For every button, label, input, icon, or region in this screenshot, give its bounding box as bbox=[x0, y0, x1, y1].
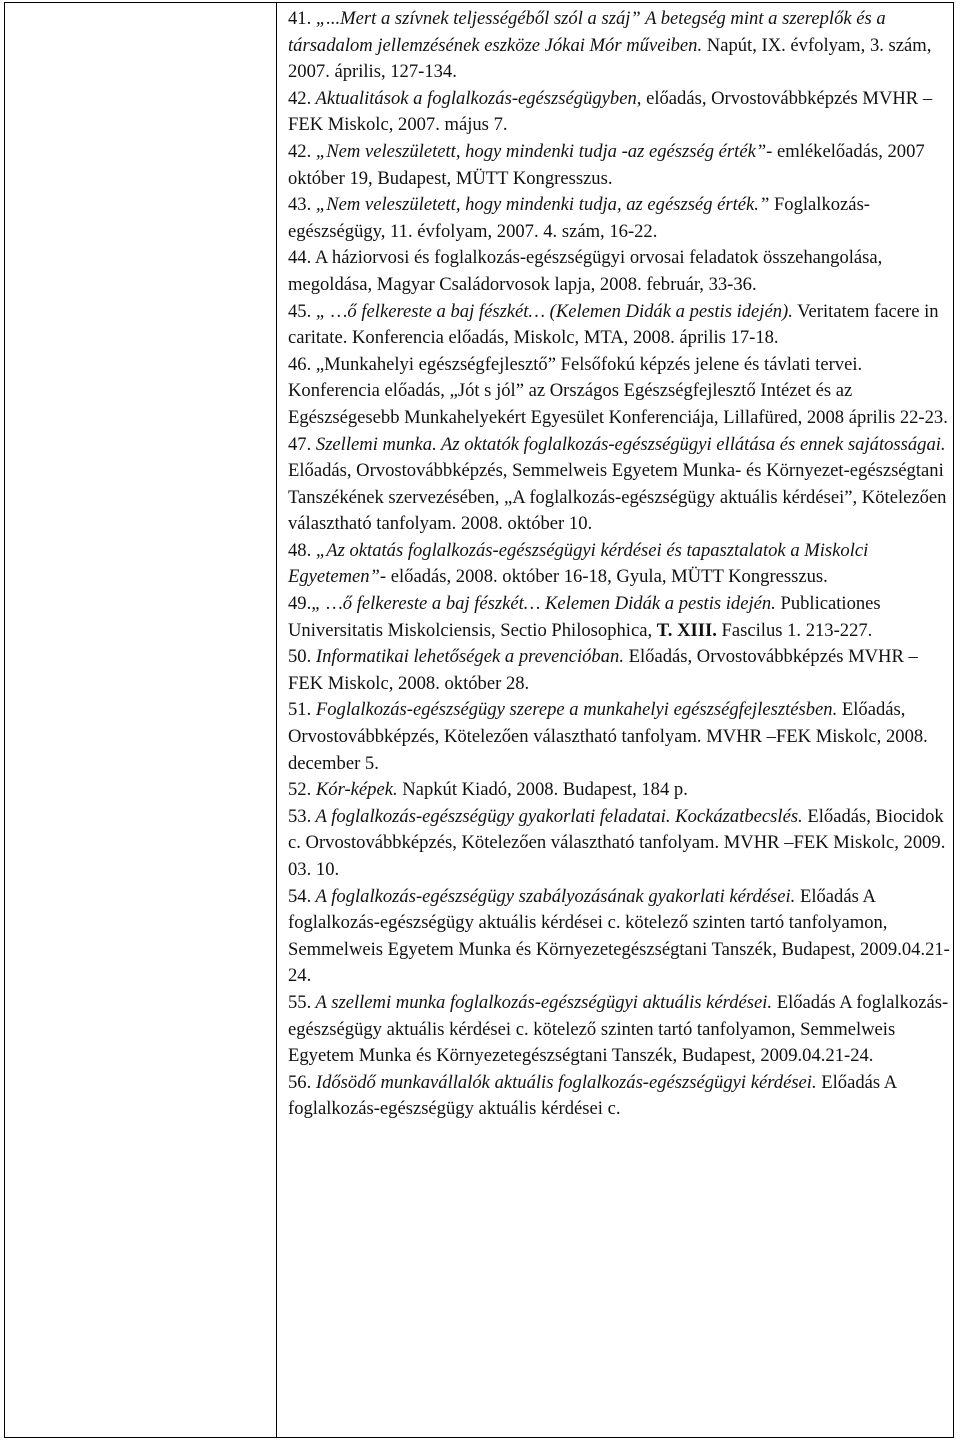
entry-text: Publicationes Universitatis Miskolciensis, Sectio Philosophica, bbox=[288, 593, 881, 641]
entry-text: Szellemi munka. Az oktatók foglalkozás-egészségügyi ellátása és ennek sajátosságai. bbox=[311, 433, 946, 455]
entry-text: A háziorvosi és foglalkozás-egészségügyi orvosai feladatok összehangolása, megoldása, Magyar Családorvosok lapja, 2008. február, 33-36. bbox=[288, 247, 883, 295]
entry-text: T. XIII. bbox=[656, 619, 717, 641]
entry-number: 42. bbox=[288, 140, 312, 162]
entry-text: „Nem veleszületett, hogy mindenki tudja, az egészség érték.” bbox=[311, 194, 770, 216]
entry-number: 45. bbox=[288, 300, 312, 322]
entry-text: Előadás, Orvostovábbképzés, Semmelweis Egyetem Munka- és Környezet-egészségtani Tanszékének szervezésében, „A foglalkozás-egészségügy aktuális kérdései”, Kötelezően választható tanfolyam. 2008. október 10. bbox=[288, 460, 947, 535]
publication-entry bbox=[288, 86, 952, 139]
entry-text: Foglalkozás-egészségügy, 11. évfolyam, 2007. 4. szám, 16-22. bbox=[288, 194, 870, 242]
entry-number: 52. bbox=[288, 779, 312, 801]
entry-text: A foglalkozás-egészségügy gyakorlati feladatai. Kockázatbecslés. bbox=[311, 805, 803, 827]
entry-text: Fascilus 1. 213-227. bbox=[716, 619, 873, 641]
entry-text: Előadás, Orvostovábbképzés, Kötelezően választható tanfolyam. MVHR –FEK Miskolc, 2008. december 5. bbox=[288, 699, 928, 774]
entry-text: Előadás, Biocidok c. Orvostovábbképzés, Kötelezően választható tanfolyam. MVHR –FEK Miskolc, 2009. 03. 10. bbox=[288, 805, 946, 880]
entry-number: 50. bbox=[288, 646, 312, 668]
publication-entry bbox=[288, 192, 952, 245]
publication-entry bbox=[288, 6, 952, 86]
publication-entry bbox=[288, 804, 952, 884]
entry-text: „ …ő felkereste a baj fészkét… Kelemen Didák a pestis idején. bbox=[311, 593, 776, 615]
publication-entry bbox=[288, 1070, 952, 1123]
entry-text: Idősödő munkavállalók aktuális foglalkozás-egészségügyi kérdései. bbox=[311, 1071, 817, 1093]
entry-number: 51. bbox=[288, 699, 312, 721]
publication-entry bbox=[288, 245, 952, 298]
entry-text: Előadás A foglalkozás-egészségügy aktuális kérdései c. kötelező szinten tartó tanfolyamon, Semmelweis Egyetem Munka és Környezetegészségtani Tanszék, Budapest, 2009.04.21-24. bbox=[288, 885, 950, 987]
publication-list bbox=[288, 6, 952, 1123]
publication-entry bbox=[288, 644, 952, 697]
entry-text: A szellemi munka foglalkozás-egészségügyi aktuális kérdései. bbox=[311, 991, 773, 1013]
entry-number: 43. bbox=[288, 194, 312, 216]
entry-text: előadás, Orvostovábbképzés MVHR –FEK Miskolc, 2007. május 7. bbox=[288, 87, 933, 136]
entry-text: „Munkahelyi egészségfejlesztő” Felsőfokú képzés jelene és távlati tervei. Konferencia előadás, „Jót s jól” az Országos Egészségfejlesztő Intézet és az Egészségesebb Munkahelyekért Egyesület Konferenciája, Lillafüred, 2008 április 22-23. bbox=[288, 353, 948, 428]
entry-text: - előadás, 2008. október 16-18, Gyula, MÜTT Kongresszus. bbox=[379, 566, 828, 588]
entry-number: 41. bbox=[288, 8, 312, 29]
publication-entry bbox=[288, 697, 952, 777]
entry-text: Napkút Kiadó, 2008. Budapest, 184 p. bbox=[397, 779, 688, 801]
publication-entry bbox=[288, 777, 952, 804]
entry-number: 55. bbox=[288, 991, 312, 1013]
entry-text: „ …ő felkereste a baj fészkét… (Kelemen Didák a pestis idején). bbox=[311, 300, 793, 322]
entry-number: 47. bbox=[288, 433, 312, 455]
entry-text: Informatikai lehetőségek a prevencióban. bbox=[311, 646, 624, 668]
entry-text: Veritatem facere in caritate. Konferencia előadás, Miskolc, MTA, 2008. április 17-18. bbox=[288, 300, 939, 349]
entry-number: 56. bbox=[288, 1071, 312, 1093]
entry-text: Aktualitások a foglalkozás-egészségügyben, bbox=[311, 87, 642, 109]
entry-number: 46. bbox=[288, 353, 312, 375]
entry-text: Foglalkozás-egészségügy szerepe a munkahelyi egészségfejlesztésben. bbox=[311, 699, 838, 721]
entry-text: Előadás, Orvostovábbképzés MVHR –FEK Miskolc, 2008. október 28. bbox=[288, 646, 918, 694]
entry-text: „...Mert a szívnek teljességéből szól a száj” A betegség mint a szereplők és a társadalom jellemzésének eszköze Jókai Mór műveiben. bbox=[288, 8, 886, 56]
entry-text: Napút, IX. évfolyam, 3. szám, 2007. április, 127-134. bbox=[288, 34, 932, 83]
entry-text: „Nem veleszületett, hogy mindenki tudja -az egészség érték”- bbox=[311, 140, 773, 162]
entry-number: 48. bbox=[288, 539, 312, 561]
entry-text: A foglalkozás-egészségügy szabályozásának gyakorlati kérdései. bbox=[311, 885, 796, 907]
publication-entry bbox=[288, 538, 952, 591]
entry-number: 53. bbox=[288, 805, 312, 827]
publication-entry bbox=[288, 299, 952, 352]
entry-text: emlékelőadás, 2007 október 19, Budapest, MÜTT Kongresszus. bbox=[288, 140, 925, 189]
publication-entry bbox=[288, 990, 952, 1070]
publication-entry bbox=[288, 591, 952, 644]
publication-entry bbox=[288, 432, 952, 538]
entry-text: „Az oktatás foglalkozás-egészségügyi kérdései és tapasztalatok a Miskolci Egyetemen” bbox=[288, 539, 869, 588]
entry-text: Előadás A foglalkozás-egészségügy aktuális kérdései c. kötelező szinten tartó tanfolyamon, Semmelweis Egyetem Munka és Környezetegészségtani Tanszék, Budapest, 2009.04.21-24. bbox=[288, 991, 949, 1067]
publication-entry bbox=[288, 352, 952, 432]
column-divider bbox=[276, 2, 277, 1438]
publication-entry bbox=[288, 139, 952, 192]
entry-text: Előadás A foglalkozás-egészségügy aktuális kérdései c. bbox=[288, 1071, 897, 1120]
entry-number: 44. bbox=[288, 247, 312, 269]
entry-number: 42. bbox=[288, 87, 312, 109]
entry-number: 54. bbox=[288, 885, 312, 907]
publication-entry bbox=[288, 884, 952, 990]
entry-number: 49. bbox=[288, 593, 312, 615]
entry-text: Kór-képek. bbox=[311, 779, 398, 801]
